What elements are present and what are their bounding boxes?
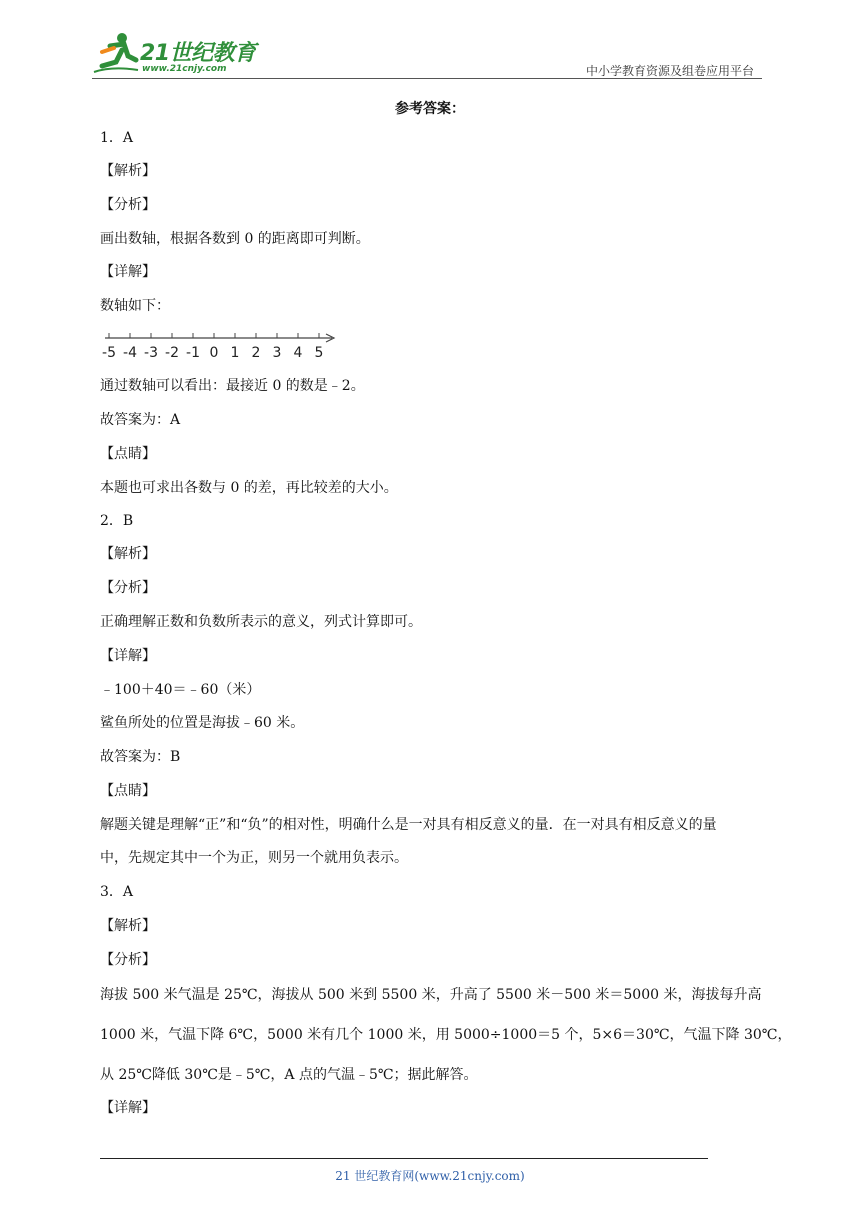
- section-xiangjie: 【详解】: [100, 648, 156, 664]
- analysis-text: 1000 米，气温下降 6℃，5000 米有几个 1000 米，用 5000÷1000＝5 个，5×6＝30℃，气温下降 30℃，: [100, 1027, 792, 1043]
- detail-text: ﹣100＋40＝﹣60（米）: [100, 682, 261, 698]
- answer-text: 故答案为：B: [100, 749, 181, 765]
- section-jiexi: 【解析】: [100, 163, 156, 179]
- number-line-label: -5: [102, 345, 116, 361]
- detail-text: 数轴如下：: [100, 298, 170, 314]
- analysis-text: 海拔 500 米气温是 25℃，海拔从 500 米到 5500 米，升高了 5500 米－500 米＝5000 米，海拔每升高: [100, 987, 762, 1003]
- header-divider: [92, 78, 762, 79]
- number-line-label: -3: [144, 345, 158, 361]
- logo-brand-text: 21世纪教育: [140, 41, 256, 66]
- number-line-label: 3: [272, 345, 282, 361]
- number-line-label: -1: [186, 345, 200, 361]
- section-fenxi: 【分析】: [100, 197, 156, 213]
- number-line-label: 1: [230, 345, 240, 361]
- number-line-label: 0: [209, 345, 219, 361]
- number-line-label: -2: [165, 345, 179, 361]
- section-dianjing: 【点睛】: [100, 446, 156, 462]
- footer-divider: [100, 1158, 708, 1159]
- page-title: 参考答案：: [395, 101, 465, 117]
- number-line-label: 5: [314, 345, 324, 361]
- analysis-text: 正确理解正数和负数所表示的意义，列式计算即可。: [100, 614, 422, 630]
- number-line-label: -4: [123, 345, 137, 361]
- answer-q1: 1．A: [100, 130, 134, 146]
- number-line-label: 4: [293, 345, 303, 361]
- runner-logo-icon: [92, 30, 140, 76]
- answer-q3: 3．A: [100, 884, 134, 900]
- analysis-text: 从 25℃降低 30℃是﹣5℃，A 点的气温﹣5℃；据此解答。: [100, 1067, 478, 1083]
- answer-q2: 2．B: [100, 513, 134, 529]
- comment-text: 解题关键是理解“正”和“负”的相对性，明确什么是一对具有相反意义的量．在一对具有相反意义的量: [100, 817, 717, 833]
- number-line-figure: [100, 330, 340, 362]
- section-fenxi: 【分析】: [100, 580, 156, 596]
- section-fenxi: 【分析】: [100, 952, 156, 968]
- section-xiangjie: 【详解】: [100, 1100, 156, 1116]
- comment-text: 本题也可求出各数与 0 的差，再比较差的大小。: [100, 480, 398, 496]
- page-footer: 21 世纪教育网(www.21cnjy.com): [335, 1169, 525, 1183]
- header-platform-text: 中小学教育资源及组卷应用平台: [585, 64, 754, 78]
- comment-text: 中，先规定其中一个为正，则另一个就用负表示。: [100, 850, 408, 866]
- section-jiexi: 【解析】: [100, 918, 156, 934]
- number-line-label: 2: [251, 345, 261, 361]
- analysis-text: 画出数轴，根据各数到 0 的距离即可判断。: [100, 231, 370, 247]
- section-jiexi: 【解析】: [100, 546, 156, 562]
- section-dianjing: 【点睛】: [100, 783, 156, 799]
- section-xiangjie: 【详解】: [100, 264, 156, 280]
- detail-text: 鲨鱼所处的位置是海拔﹣60 米。: [100, 715, 305, 731]
- logo-url-text: www.21cnjy.com: [142, 64, 227, 74]
- page-header: [92, 30, 762, 80]
- detail-text: 通过数轴可以看出：最接近 0 的数是﹣2。: [100, 378, 365, 394]
- answer-text: 故答案为：A: [100, 412, 181, 428]
- site-logo: [92, 30, 262, 78]
